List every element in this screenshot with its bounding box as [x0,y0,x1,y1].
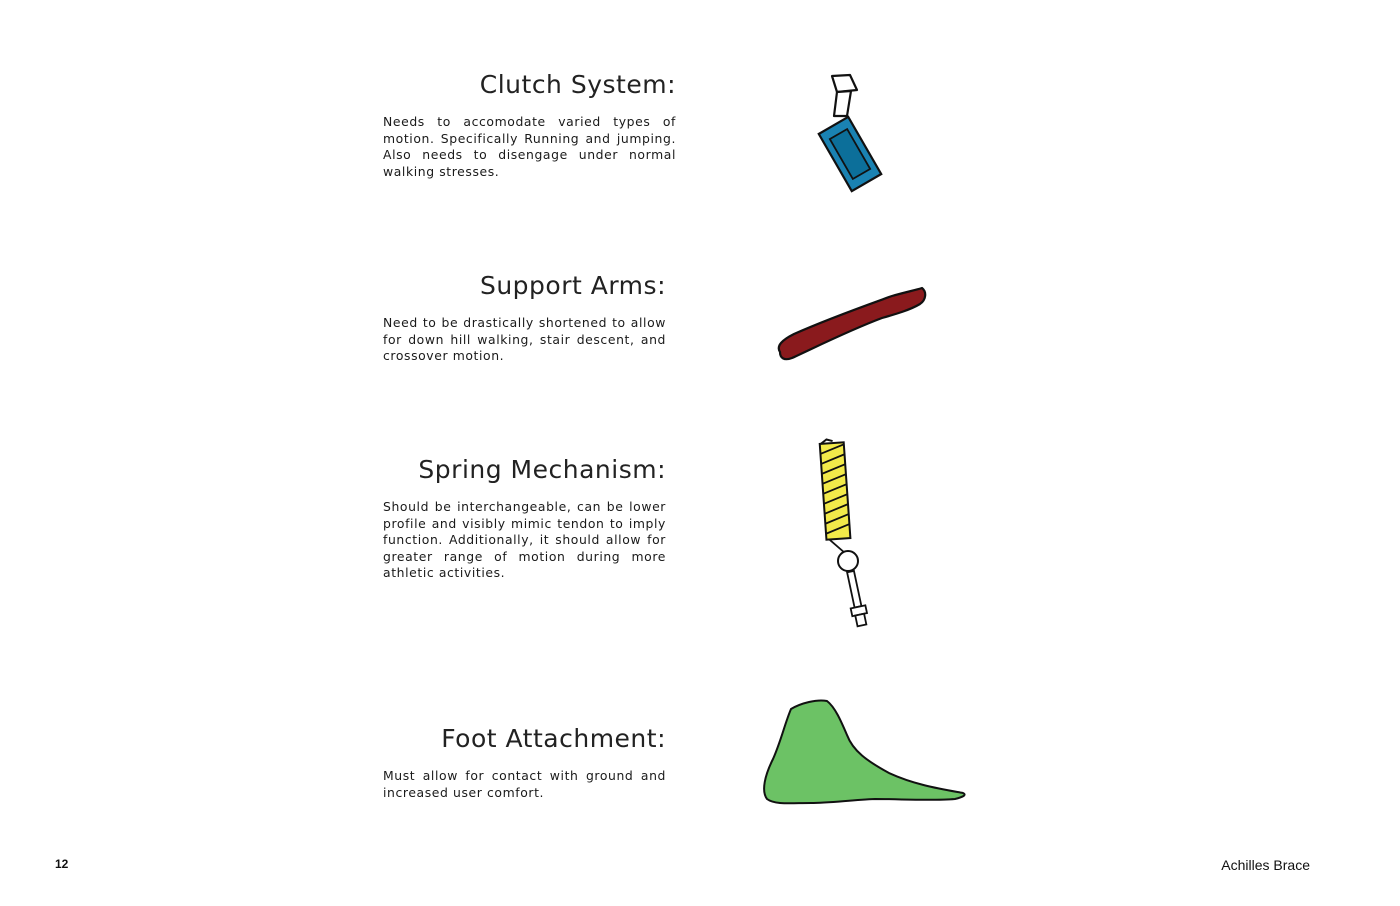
foot-attachment-description: Must allow for contact with ground and increased user comfort. [383,768,666,800]
support-arms-description: Need to be drastically shortened to allow for down hill walking, stair descent, and crossover motion. [383,315,666,363]
clutch-icon [805,70,895,200]
page-number: 12 [55,857,69,871]
clutch-system-description: Needs to accomodate varied types of motion. Specifically Running and jumping. Also needs to disengage under normal walking stresses. [383,114,676,179]
foot-icon [755,695,970,813]
spring-mechanism-title: Spring Mechanism: [418,455,666,484]
document-title: Achilles Brace [1221,857,1310,873]
spring-mechanism-description: Should be interchangeable, can be lower profile and visibly mimic tendon to imply function. Additionally, it should allow for greater range of motion during more athletic activities. [383,499,666,580]
foot-attachment-title: Foot Attachment: [441,724,666,753]
support-arm-icon [770,282,930,372]
support-arms-title: Support Arms: [479,271,666,300]
clutch-system-title: Clutch System: [479,70,676,99]
spring-icon [810,435,885,635]
